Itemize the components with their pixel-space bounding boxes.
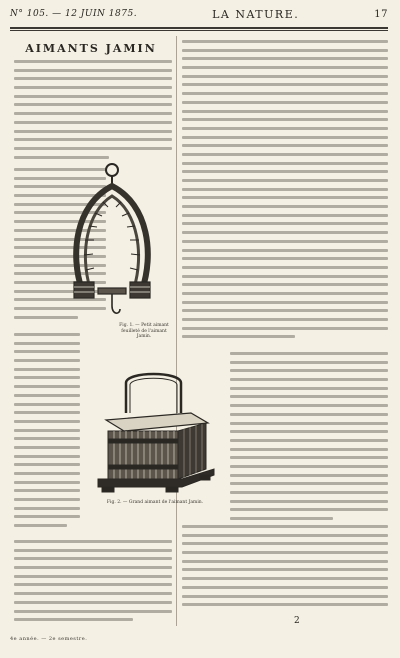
right-column-text-top	[182, 40, 388, 344]
left-column-text-bottom	[14, 540, 172, 627]
journal-title: LA NATURE.	[212, 7, 300, 21]
right-column-text-bottom	[182, 525, 388, 612]
left-column-text-beside-fig2	[14, 333, 80, 533]
figure-1-caption: Fig. 1. — Petit aimant feuilleté de l'aimant Jamin.	[119, 323, 169, 339]
figure-1-horseshoe-magnet	[60, 160, 160, 320]
figure-2-large-magnet	[86, 365, 221, 500]
article-title: AIMANTS JAMIN	[25, 42, 157, 55]
left-column-text-top	[14, 60, 172, 164]
column-separator	[176, 36, 177, 626]
header-rule	[10, 27, 388, 29]
signature-mark: 2	[294, 616, 300, 626]
right-column-text-middle	[230, 352, 388, 526]
page-number: 17	[374, 8, 388, 20]
page-header	[10, 2, 388, 26]
header-rule-thin	[10, 30, 388, 31]
issue-date: N° 105. — 12 JUIN 1875.	[10, 9, 138, 19]
figure-2-caption: Fig. 2. — Grand aimant de l'aimant Jamin.	[106, 500, 204, 505]
footer-imprint: 4e année. — 2e semestre.	[10, 636, 88, 642]
